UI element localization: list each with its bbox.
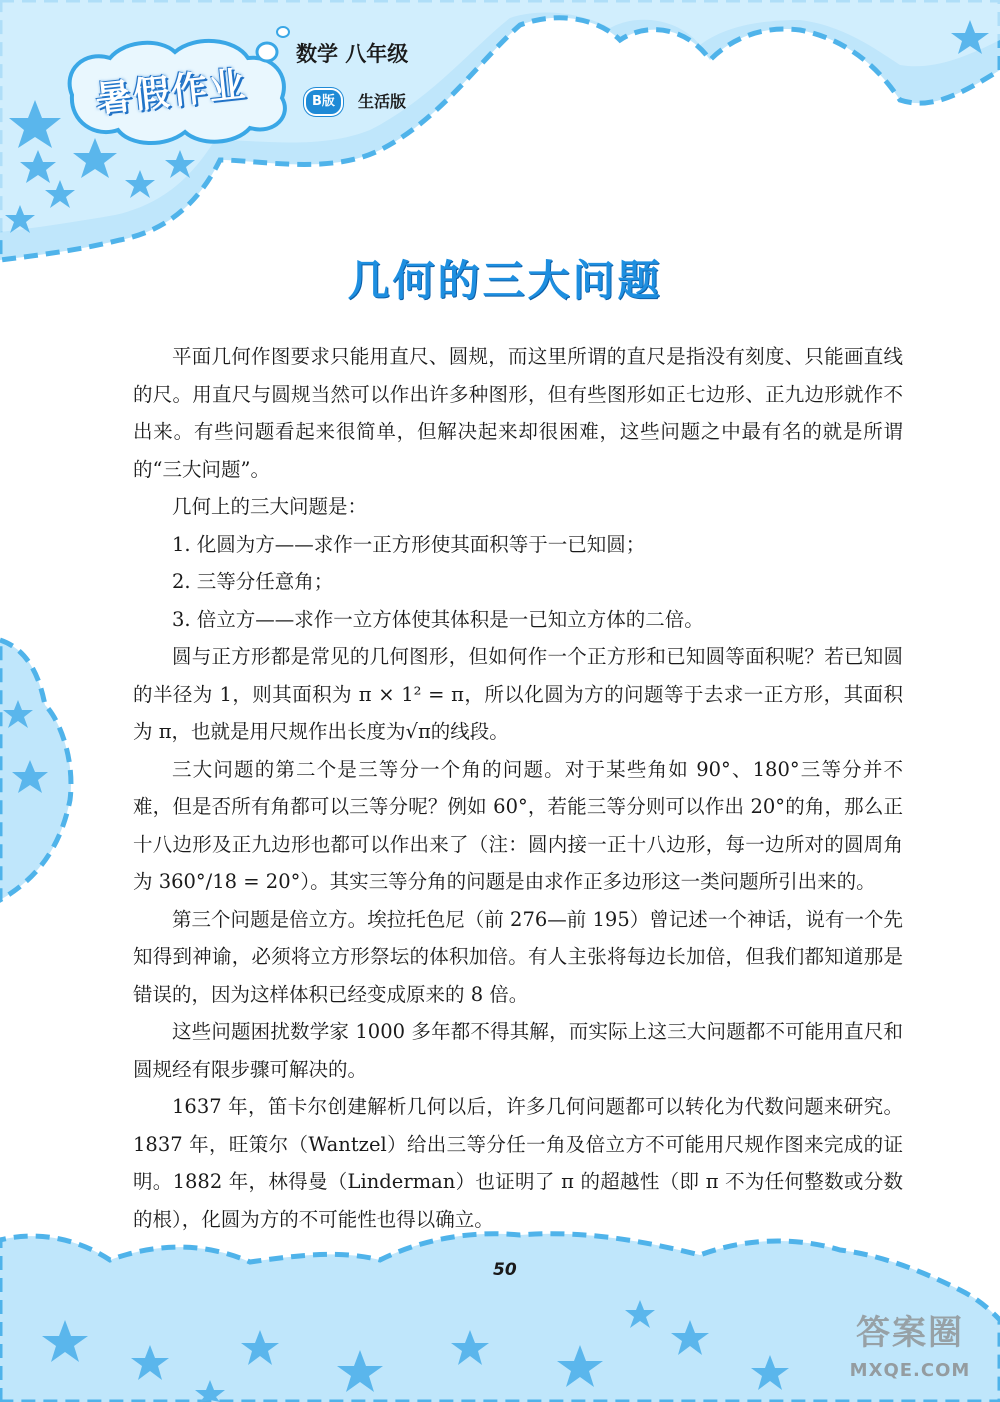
list-item: 2. 三等分任意角； xyxy=(172,570,334,593)
left-cloud-edge xyxy=(0,640,71,900)
list-item: 3. 倍立方——求作一立方体使其体积是一已知立方体的二倍。 xyxy=(172,607,704,631)
article-body xyxy=(133,338,903,1238)
list-item: 1. 化圆为方——求作一正方形使其面积等于一已知圆； xyxy=(172,532,646,556)
paragraph: 1637 年，笛卡尔创建解析几何以后，许多几何问题都可以转化为代数问题来研究。1837 年，旺策尔（Wantzel）给出三等分任一角及倍立方不可能用尺规作图来完成的证明。1882 年，林得曼（Linderman）也证明了 π 的超越性（即 π 不为任何整数或分数的根），化圆为方的不可能性也得以确立。 xyxy=(133,1095,903,1231)
paragraph: 第三个问题是倍立方。埃拉托色尼（前 276—前 195）曾记述一个神话，说有一个先知得到神谕，必须将立方形祭坛的体积加倍。有人主张将每边长加倍，但我们都知道那是错误的，因为这样体积已经变成原来的 8 倍。 xyxy=(133,907,903,1006)
paragraph: 圆与正方形都是常见的几何图形，但如何作一个正方形和已知圆等面积呢？若已知圆的半径为 1，则其面积为 π × 1² = π，所以化圆为方的问题等于去求一正方形，其面积为 π，也就是用尺规作出长度为√π的线段。 xyxy=(133,645,903,743)
bubble-decoration xyxy=(277,27,289,37)
page-title: 几何的三大问题 xyxy=(347,256,663,305)
watermark xyxy=(840,1305,980,1381)
page-number: 50 xyxy=(493,1260,517,1280)
watermark-logo-text: 答案圈 xyxy=(856,1313,964,1353)
edition-label: 生活版 xyxy=(358,92,407,111)
paragraph: 平面几何作图要求只能用直尺、圆规，而这里所谓的直尺是指没有刻度、只能画直线的尺。用直尺与圆规当然可以作出许多种图形，但有些图形如正七边形、正九边形就作不出来。有些问题看起来很简单，但解决起来却很困难，这些问题之中最有名的就是所谓的“三大问题”。 xyxy=(133,345,903,481)
watermark-url: MXQE.COM xyxy=(849,1360,971,1381)
brand-logo-text: 暑假作业 xyxy=(93,64,250,121)
subject-grade: 数学 八年级 xyxy=(296,42,409,66)
edition-badge: B版 xyxy=(304,88,343,116)
paragraph: 三大问题的第二个是三等分一个角的问题。对于某些角如 90°、180°三等分并不难，但是否所有角都可以三等分呢？例如 60°，若能三等分则可以作出 20°的角，那么正十八边形及正九边形也都可以作出来了（注：圆内接一正十八边形，每一边所对的圆周角为 360°/18 = 20°）。其实三等分角的问题是由求作正多边形这一类问题所引出来的。 xyxy=(133,757,903,893)
bubble-decoration xyxy=(257,43,277,61)
paragraph: 这些问题困扰数学家 1000 多年都不得其解，而实际上这三大问题都不可能用直尺和圆规经有限步骤可解决的。 xyxy=(133,1020,903,1081)
paragraph: 几何上的三大问题是： xyxy=(172,495,368,518)
